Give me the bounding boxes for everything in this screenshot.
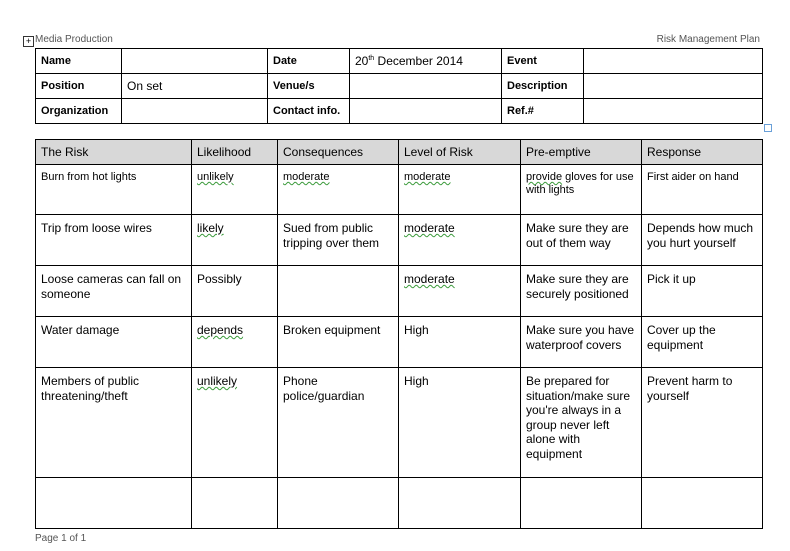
likelihood-text: unlikely [197, 374, 238, 388]
cell-response[interactable]: First aider on hand [642, 165, 763, 215]
cell-preemptive[interactable] [521, 165, 642, 215]
cell-level[interactable]: High [399, 317, 521, 368]
cell-consequences[interactable]: Broken equipment [278, 317, 399, 368]
event-label: Event [502, 49, 584, 74]
cell-consequences[interactable]: Sued from public tripping over them [278, 215, 399, 266]
table-row [36, 165, 763, 215]
col-header-likelihood: Likelihood [192, 140, 278, 165]
table-row [36, 266, 763, 317]
cell-level[interactable] [399, 165, 521, 215]
likelihood-text: depends [197, 323, 244, 337]
date-field[interactable] [350, 49, 502, 74]
date-label: Date [268, 49, 350, 74]
position-field[interactable]: On set [122, 74, 268, 99]
cell-likelihood[interactable] [192, 215, 278, 266]
position-label: Position [36, 74, 122, 99]
col-header-response: Response [642, 140, 763, 165]
level-text: moderate [404, 171, 451, 183]
cell-preemptive[interactable]: Make sure they are securely positioned [521, 266, 642, 317]
cell-level[interactable] [399, 215, 521, 266]
ref-label: Ref.# [502, 99, 584, 124]
table-move-handle-icon[interactable]: + [23, 36, 34, 47]
venue-field[interactable] [350, 74, 502, 99]
venue-label: Venue/s [268, 74, 350, 99]
cell-preemptive[interactable] [521, 478, 642, 529]
cell-risk[interactable]: Water damage [36, 317, 192, 368]
organization-label: Organization [36, 99, 122, 124]
date-day: 20 [355, 54, 369, 68]
cell-risk[interactable]: Burn from hot lights [36, 165, 192, 215]
consequences-text: moderate [283, 171, 330, 183]
risk-table [35, 139, 763, 529]
col-header-level: Level of Risk [399, 140, 521, 165]
preemptive-text-b: gloves for use with lights [526, 171, 634, 196]
level-text: moderate [404, 272, 455, 286]
cell-likelihood[interactable] [192, 478, 278, 529]
cell-preemptive[interactable]: Make sure you have waterproof covers [521, 317, 642, 368]
cell-consequences[interactable] [278, 266, 399, 317]
likelihood-text: likely [197, 221, 224, 235]
cell-level[interactable] [399, 478, 521, 529]
date-rest: December 2014 [374, 54, 463, 68]
cell-risk[interactable] [36, 478, 192, 529]
cell-response[interactable]: Pick it up [642, 266, 763, 317]
cell-preemptive[interactable]: Be prepared for situation/make sure you're always in a group never left alone with equipment [521, 368, 642, 478]
table-row [36, 368, 763, 478]
preemptive-text-a: provide [526, 171, 563, 183]
cell-risk[interactable]: Trip from loose wires [36, 215, 192, 266]
cell-response[interactable] [642, 478, 763, 529]
description-label: Description [502, 74, 584, 99]
cell-risk[interactable]: Members of public threatening/theft [36, 368, 192, 478]
info-table [35, 48, 763, 124]
ref-field[interactable] [584, 99, 763, 124]
event-field[interactable] [584, 49, 763, 74]
table-row-empty [36, 478, 763, 529]
cell-likelihood[interactable] [192, 368, 278, 478]
date-suffix: th [368, 55, 375, 62]
contact-field[interactable] [350, 99, 502, 124]
page-number: Page 1 of 1 [35, 533, 87, 544]
cell-level[interactable]: High [399, 368, 521, 478]
cell-response[interactable]: Cover up the equipment [642, 317, 763, 368]
cell-level[interactable] [399, 266, 521, 317]
cell-consequences[interactable] [278, 478, 399, 529]
cell-likelihood[interactable] [192, 317, 278, 368]
likelihood-text: unlikely [197, 171, 234, 183]
cell-likelihood[interactable]: Possibly [192, 266, 278, 317]
cell-consequences[interactable]: Phone police/guardian [278, 368, 399, 478]
col-header-preemptive: Pre-emptive [521, 140, 642, 165]
header-right: Risk Management Plan [656, 34, 760, 45]
col-header-risk: The Risk [36, 140, 192, 165]
header-left: Media Production [35, 34, 113, 45]
cell-response[interactable]: Prevent harm to yourself [642, 368, 763, 478]
table-row [36, 215, 763, 266]
cell-preemptive[interactable]: Make sure they are out of them way [521, 215, 642, 266]
col-header-consequences: Consequences [278, 140, 399, 165]
cell-response[interactable]: Depends how much you hurt yourself [642, 215, 763, 266]
risk-header-row [36, 140, 763, 165]
contact-label: Contact info. [268, 99, 350, 124]
organization-field[interactable] [122, 99, 268, 124]
table-resize-handle-icon[interactable] [764, 124, 772, 132]
name-label: Name [36, 49, 122, 74]
level-text: moderate [404, 221, 455, 235]
description-field[interactable] [584, 74, 763, 99]
name-field[interactable] [122, 49, 268, 74]
table-row [36, 317, 763, 368]
cell-likelihood[interactable] [192, 165, 278, 215]
cell-consequences[interactable] [278, 165, 399, 215]
cell-risk[interactable]: Loose cameras can fall on someone [36, 266, 192, 317]
